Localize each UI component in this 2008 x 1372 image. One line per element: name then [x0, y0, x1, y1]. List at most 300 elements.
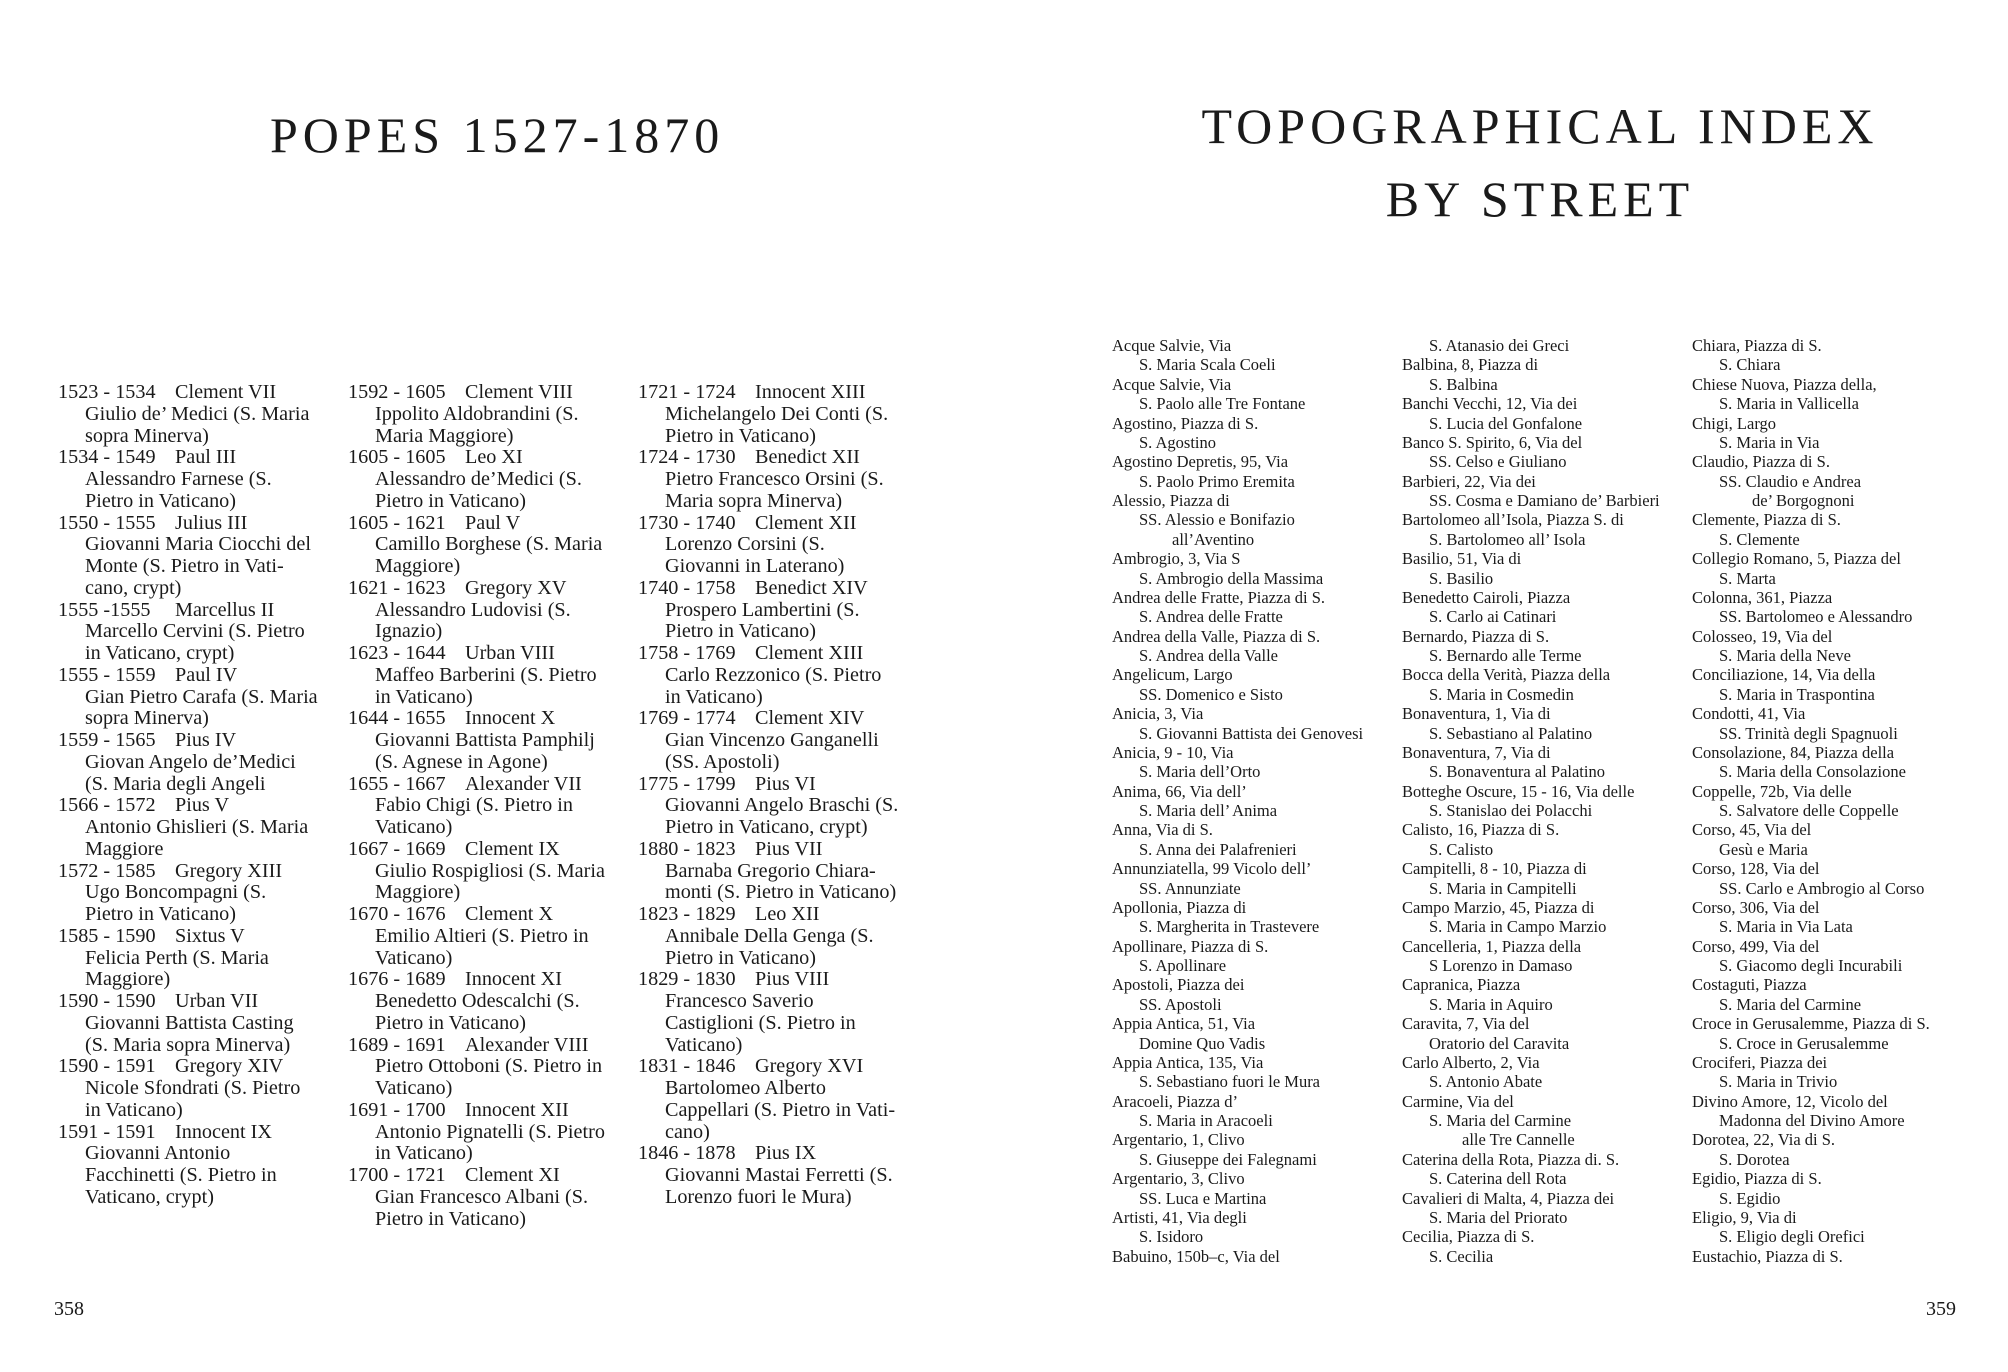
- street-name: Anicia, 9 - 10, Via: [1112, 742, 1234, 762]
- index-entry: [1112, 743, 1390, 782]
- street-name: Chiese Nuova, Piazza della,: [1692, 374, 1877, 394]
- church-name: S. Basilio: [1429, 568, 1494, 588]
- pope-entry: [348, 1100, 620, 1165]
- index-entry: [1692, 414, 1970, 453]
- pope-years: 1691 - 1700: [348, 1098, 446, 1121]
- church-name: S. Paolo alle Tre Fontane: [1139, 394, 1306, 414]
- pope-years: 1823 - 1829: [638, 903, 736, 925]
- church-name: S. Dorotea: [1719, 1149, 1790, 1169]
- street-name: Anicia, 3, Via: [1112, 704, 1204, 724]
- street-name: Basilio, 51, Via di: [1402, 549, 1522, 569]
- pope-name: Clement XII: [755, 511, 857, 534]
- index-entry: [1692, 937, 1970, 976]
- pope-burial-detail: Lorenzo fuori le Mura): [665, 1185, 852, 1208]
- pope-burial-detail: Pietro in Vaticano): [665, 424, 817, 447]
- church-name: SS. Alessio e Bonifazio: [1139, 510, 1295, 530]
- pope-name: Alexander VII: [465, 772, 582, 795]
- index-entry: [1402, 1053, 1680, 1092]
- pope-entry: [58, 447, 330, 512]
- street-name: Acque Salvie, Via: [1112, 336, 1232, 355]
- pope-name: Gregory XIII: [175, 859, 283, 882]
- street-name: Calisto, 16, Piazza di S.: [1402, 820, 1560, 840]
- street-name: Coppelle, 72b, Via delle: [1692, 781, 1852, 801]
- pope-burial-detail: in Vaticano, crypt): [85, 642, 235, 664]
- church-name: S. Maria dell’Orto: [1139, 762, 1261, 782]
- index-entry: [1112, 820, 1390, 859]
- street-name: Capranica, Piazza: [1402, 975, 1521, 995]
- pope-heading: [58, 1056, 330, 1078]
- church-name: SS. Annunziate: [1139, 878, 1241, 898]
- church-name: S. Bonaventura al Palatino: [1429, 762, 1605, 782]
- index-entry: [1112, 549, 1390, 588]
- church-name: S. Andrea delle Fratte: [1139, 607, 1283, 627]
- pope-burial-detail: Felicia Perth (S. Maria: [85, 946, 269, 969]
- index-entry: [1112, 665, 1390, 704]
- pope-heading: [58, 1122, 330, 1144]
- pope-burial-detail: Giovanni Battista Pamphilj: [375, 729, 595, 751]
- right-title-line: BY STREET: [1385, 171, 1695, 227]
- pope-burial-detail: Ignazio): [375, 620, 443, 643]
- street-name: Caravita, 7, Via del: [1402, 1014, 1530, 1034]
- pope-heading: [348, 643, 620, 665]
- index-entry: [1692, 627, 1970, 666]
- pope-heading: [58, 861, 330, 883]
- index-entry: [1402, 1189, 1680, 1228]
- pope-burial-detail: Pietro in Vaticano): [375, 1011, 527, 1034]
- church-name: S. Apollinare: [1139, 956, 1227, 975]
- pope-name: Leo XI: [465, 446, 523, 469]
- street-name: Acque Salvie, Via: [1112, 374, 1232, 394]
- index-entry: [1402, 433, 1680, 472]
- pope-burial-detail: Camillo Borghese (S. Maria: [375, 533, 603, 556]
- church-name: S. Atanasio dei Greci: [1429, 336, 1570, 355]
- index-entry: [1112, 704, 1390, 743]
- pope-heading: [638, 513, 910, 535]
- pope-burial-detail: Vaticano): [375, 816, 453, 838]
- index-entry: [1112, 859, 1390, 898]
- pope-burial-detail: monti (S. Pietro in Vaticano): [665, 881, 897, 904]
- church-name: S. Caterina dell Rota: [1429, 1169, 1567, 1189]
- pope-burial-detail: Pietro in Vaticano): [375, 1207, 527, 1230]
- pope-entry: [58, 730, 330, 795]
- church-name: S. Maria in Aracoeli: [1139, 1111, 1273, 1130]
- index-entry: [1402, 627, 1680, 666]
- pope-burial-detail: sopra Minerva): [85, 424, 209, 447]
- street-name: Cancelleria, 1, Piazza della: [1402, 936, 1582, 956]
- church-name: S. Maria dell’ Anima: [1139, 801, 1278, 820]
- index-entry: [1402, 782, 1680, 821]
- index-entry: [1692, 336, 1970, 375]
- pope-entry: [348, 1165, 620, 1230]
- pope-burial-detail: Benedetto Odescalchi (S.: [375, 990, 580, 1012]
- street-name: Croce in Gerusalemme, Piazza di S.: [1692, 1014, 1930, 1034]
- pope-name: Gregory XV: [465, 576, 567, 599]
- popes-column-1: [58, 382, 330, 1209]
- church-name: S. Croce in Gerusalemme: [1719, 1033, 1889, 1053]
- pope-burial-detail: cano, crypt): [85, 576, 182, 599]
- church-name: S. Salvatore delle Coppelle: [1719, 801, 1899, 820]
- index-column-2: [1402, 336, 1680, 1266]
- pope-heading: [638, 578, 910, 600]
- pope-years: 1566 - 1572: [58, 794, 156, 817]
- pope-entry: [348, 578, 620, 643]
- pope-heading: [638, 643, 910, 665]
- index-entry: [1692, 375, 1970, 414]
- street-name: Claudio, Piazza di S.: [1692, 452, 1830, 472]
- pope-name: Pius VII: [755, 837, 823, 860]
- pope-heading: [58, 730, 330, 752]
- index-entry: [1692, 1169, 1970, 1208]
- pope-heading: [638, 447, 910, 469]
- pope-entry: [348, 382, 620, 447]
- pope-entry: [638, 839, 910, 904]
- church-name: S. Bartolomeo all’ Isola: [1429, 529, 1586, 549]
- index-entry: [1112, 1092, 1390, 1131]
- pope-years: 1523 - 1534: [58, 381, 156, 403]
- church-name: S. Maria in Vallicella: [1719, 394, 1859, 414]
- pope-burial-detail: Giovanni Antonio: [85, 1142, 231, 1165]
- pope-years: 1724 - 1730: [638, 446, 736, 469]
- pope-years: 1758 - 1769: [638, 642, 736, 664]
- pope-name: Pius IV: [175, 729, 237, 751]
- street-name: Anima, 66, Via dell’: [1112, 781, 1247, 801]
- church-name: S. Eligio degli Orefici: [1719, 1227, 1865, 1247]
- index-entry: [1402, 859, 1680, 898]
- pope-burial-detail: Vaticano): [665, 1033, 743, 1056]
- pope-burial-detail: Annibale Della Genga (S.: [665, 924, 874, 947]
- church-name: S. Agostino: [1139, 432, 1217, 452]
- church-name: S. Balbina: [1429, 374, 1498, 394]
- pope-heading: [638, 708, 910, 730]
- pope-entry: [348, 643, 620, 708]
- index-entry: [1402, 1014, 1680, 1053]
- pope-burial-detail: Giovanni Mastai Ferretti (S.: [665, 1164, 893, 1186]
- pope-name: Paul V: [465, 511, 521, 534]
- street-name: Annunziatella, 99 Vicolo dell’: [1112, 859, 1312, 879]
- pope-name: Clement X: [465, 903, 554, 925]
- pope-heading: [348, 1035, 620, 1057]
- page-number-right: 359: [1926, 1298, 1956, 1320]
- street-name: Argentario, 3, Clivo: [1112, 1169, 1245, 1189]
- index-entry: [1692, 782, 1970, 821]
- pope-name: Innocent XIII: [755, 381, 866, 403]
- pope-years: 1534 - 1549: [58, 446, 156, 469]
- street-name: Anna, Via di S.: [1112, 820, 1213, 840]
- pope-heading: [638, 382, 910, 404]
- street-name: Benedetto Cairoli, Piazza: [1402, 587, 1571, 607]
- pope-burial-detail: Pietro in Vaticano): [85, 903, 237, 925]
- popes-column-3: [638, 382, 910, 1209]
- street-name: Apollinare, Piazza di S.: [1112, 936, 1269, 956]
- street-name: Condotti, 41, Via: [1692, 704, 1806, 724]
- street-name: Bonaventura, 7, Via di: [1402, 742, 1551, 762]
- street-name: Banchi Vecchi, 12, Via dei: [1402, 394, 1578, 414]
- street-name: Dorotea, 22, Via di S.: [1692, 1130, 1836, 1150]
- index-entry: [1402, 665, 1680, 704]
- index-entry: [1402, 898, 1680, 937]
- church-name: S. Giacomo degli Incurabili: [1719, 956, 1903, 975]
- pope-years: 1740 - 1758: [638, 576, 736, 599]
- street-name: Divino Amore, 12, Vicolo del: [1692, 1091, 1888, 1111]
- pope-name: Innocent X: [465, 707, 556, 730]
- pope-entry: [638, 578, 910, 643]
- pope-burial-detail: Giovan Angelo de’Medici: [85, 750, 296, 773]
- pope-burial-detail: Maggiore: [85, 837, 164, 860]
- church-name: SS. Claudio e Andrea: [1719, 471, 1862, 491]
- pope-entry: [638, 969, 910, 1056]
- pope-heading: [348, 447, 620, 469]
- street-name: Eustachio, Piazza di S.: [1692, 1246, 1843, 1266]
- index-entry: [1692, 743, 1970, 782]
- pope-name: Pius IX: [755, 1142, 817, 1165]
- pope-name: Clement XI: [465, 1164, 560, 1186]
- pope-burial-detail: in Vaticano): [375, 685, 473, 708]
- pope-burial-detail: Facchinetti (S. Pietro in: [85, 1164, 277, 1186]
- street-name: Colonna, 361, Piazza: [1692, 587, 1833, 607]
- street-name: Bernardo, Piazza di S.: [1402, 626, 1550, 646]
- church-name-continued: alle Tre Cannelle: [1462, 1130, 1575, 1150]
- street-name: Appia Antica, 135, Via: [1112, 1052, 1264, 1072]
- pope-burial-detail: Alessandro de’Medici (S.: [375, 468, 582, 490]
- church-name: S. Marta: [1719, 568, 1776, 588]
- pope-burial-detail: Bartolomeo Alberto: [665, 1077, 826, 1099]
- pope-years: 1572 - 1585: [58, 859, 156, 882]
- pope-years: 1605 - 1605: [348, 446, 446, 469]
- pope-burial-detail: cano): [665, 1120, 710, 1143]
- pope-entry: [638, 447, 910, 512]
- pope-entry: [638, 643, 910, 708]
- pope-name: Pius VI: [755, 772, 816, 795]
- index-entry: [1402, 1227, 1680, 1266]
- pope-burial-detail: (S. Agnese in Agone): [375, 750, 548, 773]
- index-entry: [1692, 975, 1970, 1014]
- index-entry: [1692, 1208, 1970, 1247]
- pope-burial-detail: Maggiore): [375, 555, 461, 577]
- pope-entry: [348, 904, 620, 969]
- church-name: SS. Cosma e Damiano de’ Barbieri: [1429, 491, 1660, 510]
- pope-burial-detail: Lorenzo Corsini (S.: [665, 533, 825, 556]
- pope-burial-detail: Francesco Saverio: [665, 990, 814, 1012]
- index-entry: [1402, 549, 1680, 588]
- pope-years: 1550 - 1555: [58, 511, 156, 534]
- pope-name: Benedict XII: [755, 446, 860, 469]
- index-entry: [1402, 743, 1680, 782]
- pope-name: Urban VIII: [465, 642, 555, 664]
- pope-burial-detail: Castiglioni (S. Pietro in: [665, 1011, 856, 1034]
- index-entry: [1402, 1150, 1680, 1189]
- pope-years: 1846 - 1878: [638, 1142, 736, 1165]
- church-name: Oratorio del Caravita: [1429, 1033, 1570, 1053]
- pope-heading: [58, 600, 330, 622]
- pope-burial-detail: in Vaticano): [665, 685, 763, 708]
- pope-entry: [638, 708, 910, 773]
- pope-years: 1591 - 1591: [58, 1120, 156, 1143]
- street-name: Aracoeli, Piazza d’: [1112, 1091, 1238, 1111]
- pope-burial-detail: Monte (S. Pietro in Vati-: [85, 555, 284, 577]
- church-name: SS. Apostoli: [1139, 994, 1222, 1014]
- pope-burial-detail: Pietro in Vaticano): [375, 489, 527, 512]
- church-name: S. Maria del Carmine: [1719, 994, 1862, 1014]
- pope-heading: [348, 839, 620, 861]
- pope-burial-detail: Nicole Sfondrati (S. Pietro: [85, 1077, 301, 1099]
- church-name: S. Egidio: [1719, 1188, 1781, 1208]
- street-name: Corso, 45, Via del: [1692, 820, 1812, 840]
- church-name: SS. Carlo e Ambrogio al Corso: [1719, 878, 1925, 898]
- church-name: S. Sebastiano al Palatino: [1429, 723, 1593, 743]
- pope-burial-detail: Maria sopra Minerva): [665, 489, 843, 512]
- street-name: Carlo Alberto, 2, Via: [1402, 1052, 1540, 1072]
- church-name: S. Andrea della Valle: [1139, 646, 1278, 665]
- pope-name: Paul III: [175, 446, 237, 469]
- index-entry: [1112, 937, 1390, 976]
- church-name: S. Carlo ai Catinari: [1429, 607, 1557, 627]
- index-entry: [1692, 1247, 1970, 1266]
- pope-years: 1880 - 1823: [638, 837, 736, 860]
- pope-name: Alexander VIII: [465, 1033, 589, 1056]
- pope-burial-detail: Carlo Rezzonico (S. Pietro: [665, 663, 882, 686]
- pope-entry: [638, 382, 910, 447]
- index-entry: [1692, 820, 1970, 859]
- pope-heading: [638, 1056, 910, 1078]
- index-entry: [1112, 414, 1390, 453]
- pope-heading: [348, 1100, 620, 1122]
- pope-entry: [638, 513, 910, 578]
- popes-column-2: [348, 382, 620, 1230]
- pope-name: Innocent IX: [175, 1120, 272, 1143]
- pope-entry: [58, 1056, 330, 1121]
- church-name-continued: de’ Borgognoni: [1752, 491, 1855, 510]
- street-name: Balbina, 8, Piazza di: [1402, 355, 1539, 375]
- pope-entry: [638, 1056, 910, 1143]
- street-name: Argentario, 1, Clivo: [1112, 1130, 1245, 1150]
- pope-burial-detail: Pietro Francesco Orsini (S.: [665, 468, 884, 490]
- pope-name: Leo XII: [755, 903, 820, 925]
- pope-entry: [638, 1143, 910, 1208]
- church-name: Domine Quo Vadis: [1139, 1033, 1266, 1053]
- pope-name: Clement IX: [465, 837, 560, 860]
- index-entry: [1692, 898, 1970, 937]
- street-name: Barbieri, 22, Via dei: [1402, 471, 1536, 491]
- church-name: S. Stanislao dei Polacchi: [1429, 801, 1593, 820]
- church-name: SS. Celso e Giuliano: [1429, 452, 1567, 472]
- pope-years: 1676 - 1689: [348, 968, 446, 991]
- index-entry: [1402, 472, 1680, 511]
- pope-heading: [58, 991, 330, 1013]
- index-entry: [1402, 394, 1680, 433]
- pope-name: Innocent XII: [465, 1098, 569, 1121]
- street-name: Bocca della Verità, Piazza della: [1402, 665, 1611, 685]
- pope-name: Urban VII: [175, 990, 259, 1012]
- church-name-continued: all’Aventino: [1172, 529, 1255, 549]
- church-name: S. Antonio Abate: [1429, 1072, 1543, 1092]
- church-name: Gesù e Maria: [1719, 839, 1808, 859]
- index-entry: [1112, 588, 1390, 627]
- church-name: S. Maria in Campo Marzio: [1429, 917, 1607, 937]
- street-name: Clemente, Piazza di S.: [1692, 510, 1841, 530]
- index-entry: [1112, 627, 1390, 666]
- pope-name: Pius V: [175, 794, 230, 817]
- church-name: SS. Domenico e Sisto: [1139, 684, 1283, 704]
- index-entry: [1692, 704, 1970, 743]
- pope-heading: [638, 839, 910, 861]
- pope-burial-detail: Maffeo Barberini (S. Pietro: [375, 663, 597, 686]
- pope-entry: [58, 665, 330, 730]
- church-name: S. Maria della Neve: [1719, 646, 1851, 665]
- pope-heading: [348, 1165, 620, 1187]
- street-name: Ambrogio, 3, Via S: [1112, 549, 1241, 569]
- pope-name: Benedict XIV: [755, 576, 868, 599]
- pope-heading: [348, 708, 620, 730]
- street-name: Corso, 306, Via del: [1692, 897, 1820, 917]
- church-name: S. Maria in Trivio: [1719, 1072, 1838, 1092]
- pope-burial-detail: Gian Vincenzo Ganganelli: [665, 729, 879, 751]
- pope-burial-detail: Giulio de’ Medici (S. Maria: [85, 402, 310, 425]
- church-name: S. Maria del Priorato: [1429, 1207, 1568, 1227]
- pope-years: 1559 - 1565: [58, 729, 156, 751]
- pope-name: Julius III: [175, 511, 248, 534]
- church-name: S. Maria in Via Lata: [1719, 917, 1853, 937]
- pope-name: Clement XIV: [755, 707, 865, 730]
- pope-burial-detail: Pietro Ottoboni (S. Pietro in: [375, 1055, 603, 1078]
- pope-heading: [638, 1143, 910, 1165]
- index-entry: [1112, 336, 1390, 375]
- pope-name: Clement XIII: [755, 642, 864, 664]
- pope-burial-detail: Marcello Cervini (S. Pietro: [85, 620, 305, 643]
- pope-name: Gregory XVI: [755, 1055, 864, 1078]
- street-name: Chiara, Piazza di S.: [1692, 336, 1822, 355]
- pope-burial-detail: Maria Maggiore): [375, 424, 514, 447]
- pope-years: 1555 -1555: [58, 598, 151, 621]
- pope-entry: [348, 447, 620, 512]
- pope-burial-detail: Giovanni Maria Ciocchi del: [85, 533, 311, 556]
- index-entry: [1112, 1053, 1390, 1092]
- pope-name: Pius VIII: [755, 968, 830, 991]
- pope-entry: [638, 774, 910, 839]
- index-entry: [1692, 665, 1970, 704]
- pope-burial-detail: Ugo Boncompagni (S.: [85, 881, 267, 904]
- pope-name: Paul IV: [175, 663, 238, 686]
- pope-years: 1592 - 1605: [348, 381, 446, 403]
- church-name: S. Maria in Traspontina: [1719, 684, 1875, 704]
- pope-entry: [58, 382, 330, 447]
- church-name: S. Bernardo alle Terme: [1429, 646, 1582, 665]
- church-name: S. Lucia del Gonfalone: [1429, 413, 1583, 433]
- pope-burial-detail: Gian Pietro Carafa (S. Maria: [85, 685, 318, 708]
- pope-heading: [348, 513, 620, 535]
- index-entry: [1112, 1169, 1390, 1208]
- pope-burial-detail: (S. Maria degli Angeli: [85, 772, 266, 795]
- pope-burial-detail: Prospero Lambertini (S.: [665, 598, 860, 621]
- index-entry: [1402, 510, 1680, 549]
- pope-years: 1769 - 1774: [638, 707, 736, 730]
- pope-heading: [638, 904, 910, 926]
- pope-name: Sixtus V: [175, 924, 245, 947]
- pope-years: 1623 - 1644: [348, 642, 446, 664]
- pope-years: 1775 - 1799: [638, 772, 736, 795]
- street-name: Crociferi, Piazza dei: [1692, 1052, 1828, 1072]
- pope-heading: [58, 513, 330, 535]
- street-name: Eligio, 9, Via di: [1692, 1207, 1797, 1227]
- pope-burial-detail: Maggiore): [375, 881, 461, 904]
- index-entry: [1692, 1130, 1970, 1169]
- pope-entry: [348, 774, 620, 839]
- pope-burial-detail: Pietro in Vaticano): [665, 620, 817, 643]
- index-entry: [1692, 549, 1970, 588]
- church-name: Madonna del Divino Amore: [1719, 1111, 1905, 1130]
- pope-entry: [348, 513, 620, 578]
- index-entry: [1402, 355, 1680, 394]
- street-name: Andrea delle Fratte, Piazza di S.: [1112, 587, 1326, 607]
